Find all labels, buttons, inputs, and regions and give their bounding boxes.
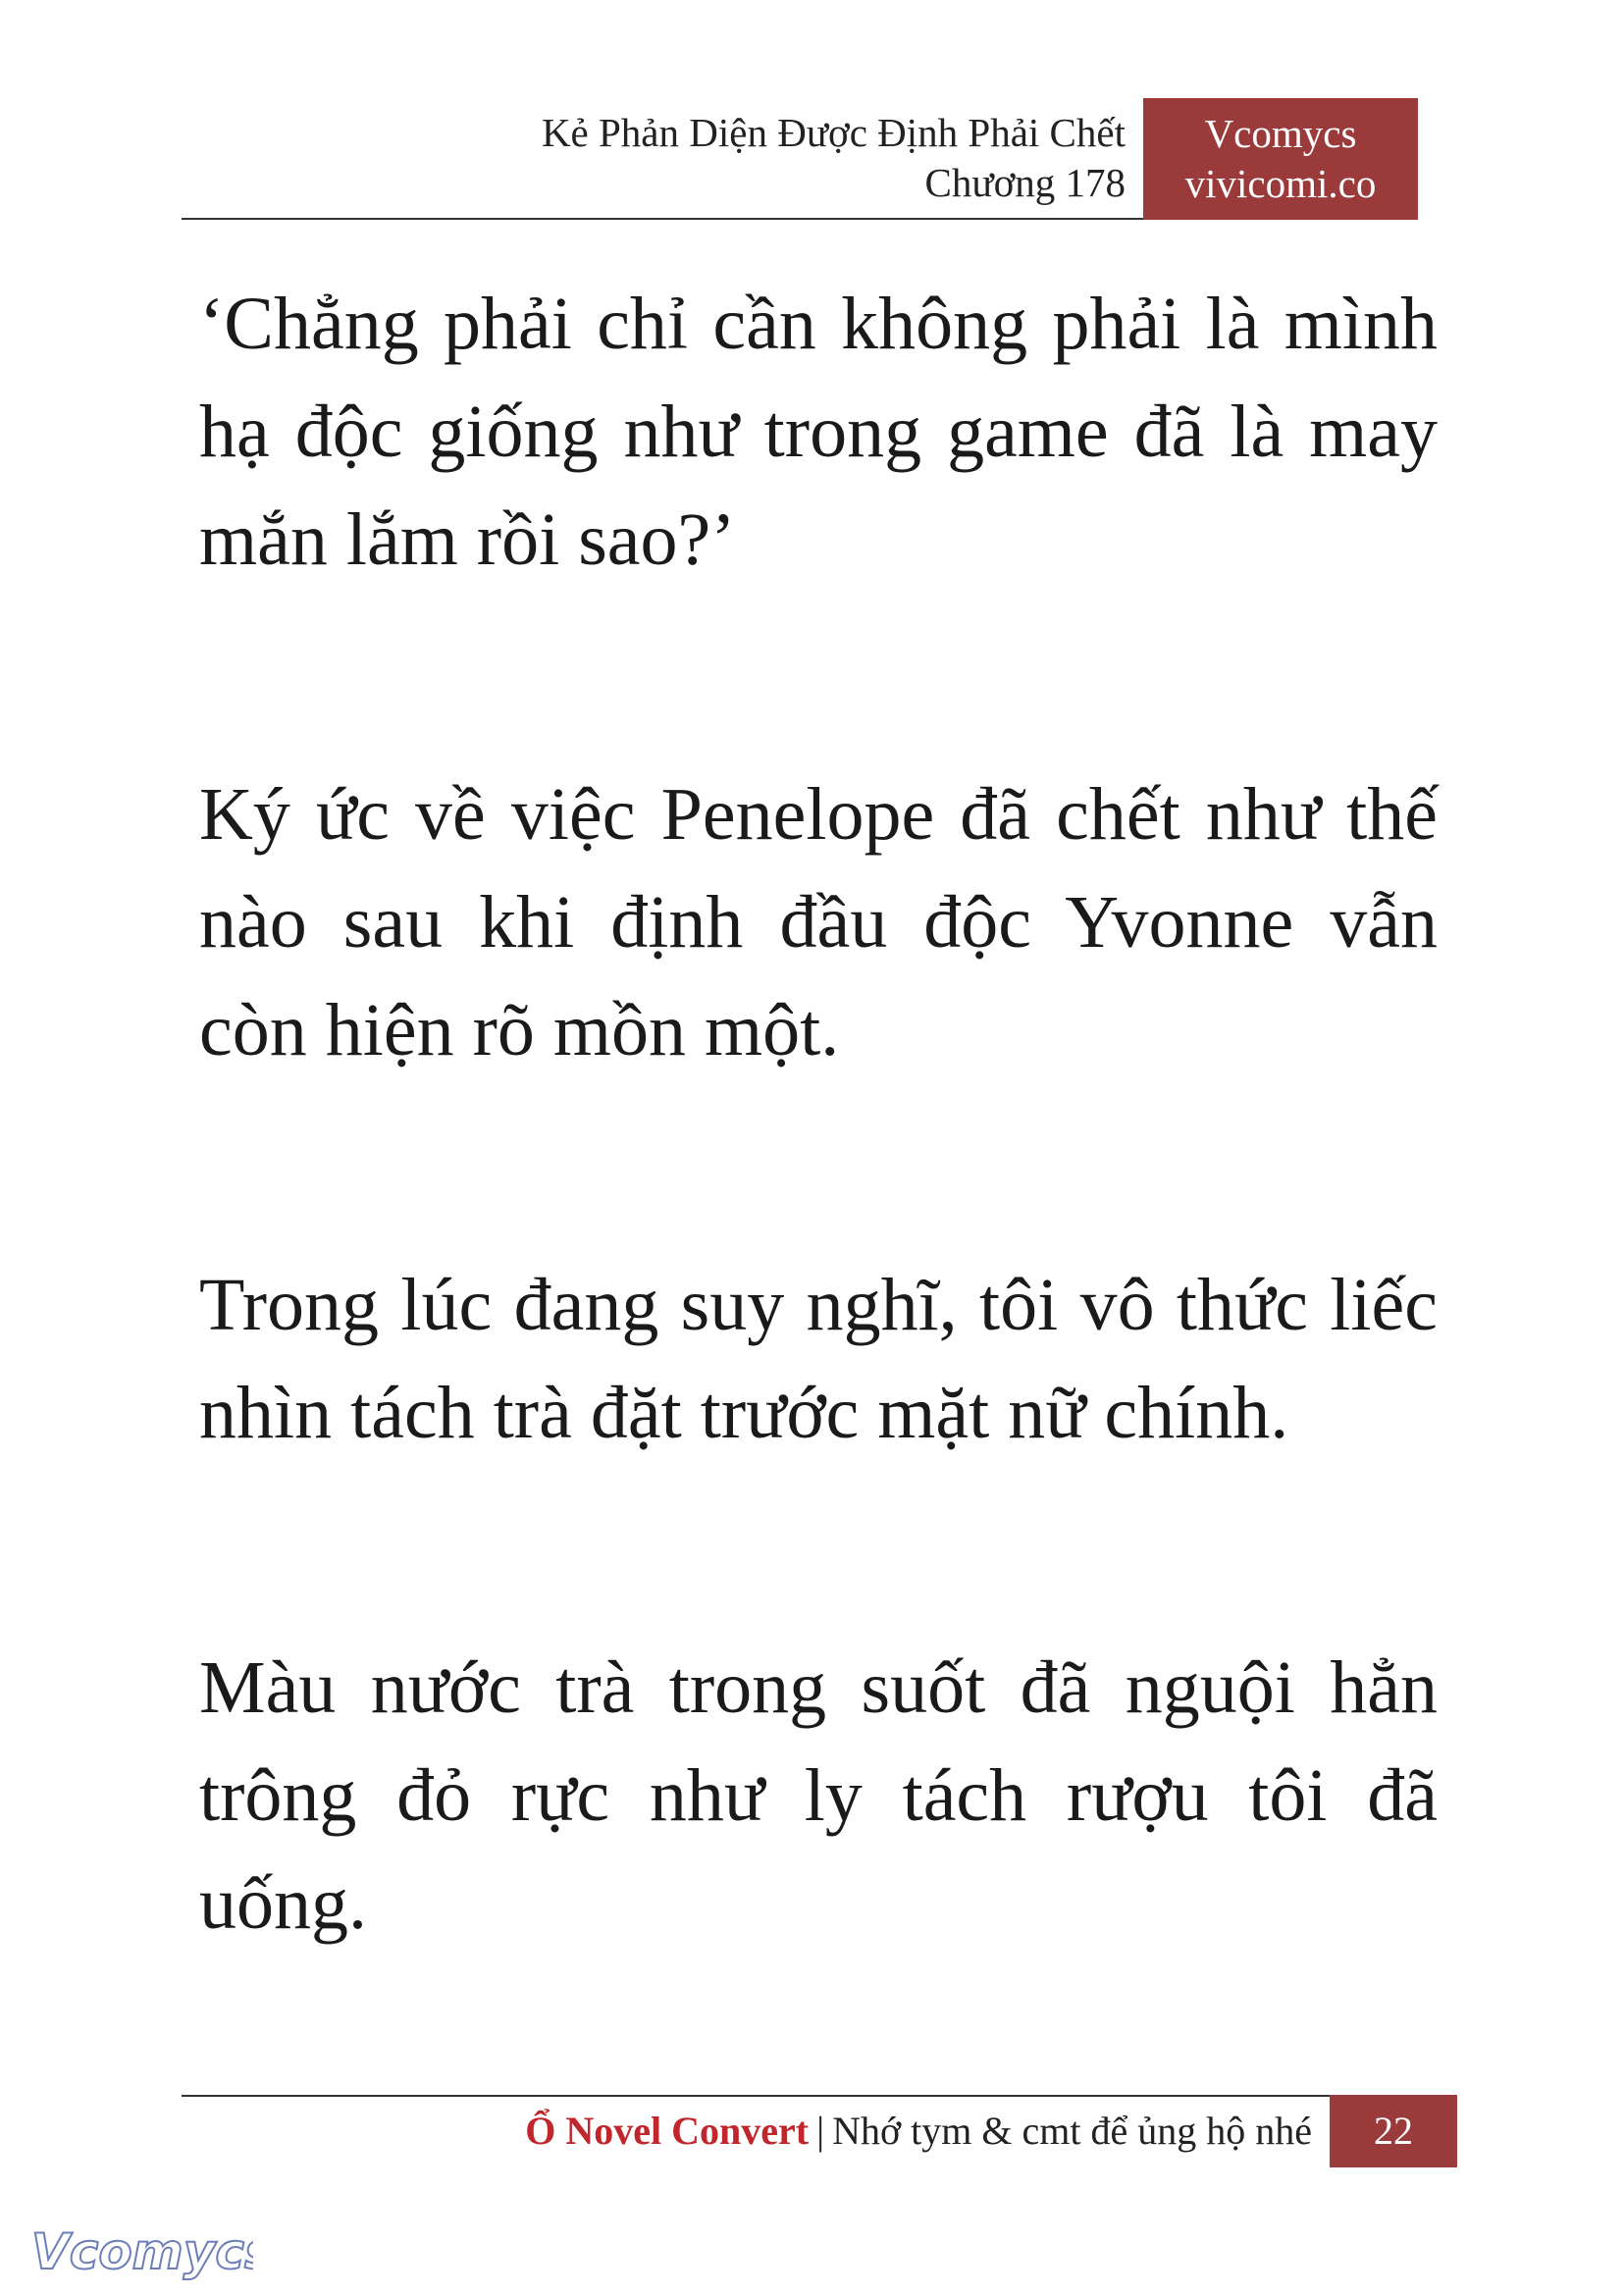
page-number: 22 (1330, 2095, 1457, 2167)
footer-brand: Ổ Novel Convert (525, 2109, 810, 2153)
footer-message: Nhớ tym & cmt để ủng hộ nhé (832, 2109, 1312, 2153)
brand-box (1143, 98, 1418, 220)
logo-icon (27, 2219, 253, 2288)
footer-separator: | (816, 2109, 825, 2153)
footer-divider (182, 2095, 1330, 2097)
paragraph: Màu nước trà trong suốt đã nguội hẳn trông đỏ rực như ly tách rượu tôi đã uống. (199, 1646, 1438, 1945)
chapter-label: Chương 178 (924, 160, 1126, 205)
header-divider (182, 218, 1143, 220)
paragraph: Trong lúc đang suy nghĩ, tôi vô thức liếc nhìn tách trà đặt trước mặt nữ chính. (199, 1264, 1438, 1454)
header-title-block (542, 108, 1126, 208)
page-header (182, 98, 1418, 218)
paragraph: ‘Chẳng phải chỉ cần không phải là mình hạ độc giống như trong game đã là may mắn lắm rồi sao?’ (199, 283, 1438, 581)
footer-text (525, 2107, 1312, 2156)
paragraph: Ký ức về việc Penelope đã chết như thế nào sau khi định đầu độc Yvonne vẫn còn hiện rõ mồn một. (199, 773, 1438, 1071)
vcomycs-logo-watermark (27, 2219, 253, 2288)
book-title: Kẻ Phản Diện Được Định Phải Chết (541, 110, 1126, 155)
page-footer (182, 2095, 1457, 2167)
brand-site: vivicomi.co (1184, 161, 1377, 206)
logo-text: Vcomycs (31, 2223, 253, 2280)
brand-name: Vcomycs (1204, 111, 1357, 156)
chapter-content (199, 270, 1438, 2124)
